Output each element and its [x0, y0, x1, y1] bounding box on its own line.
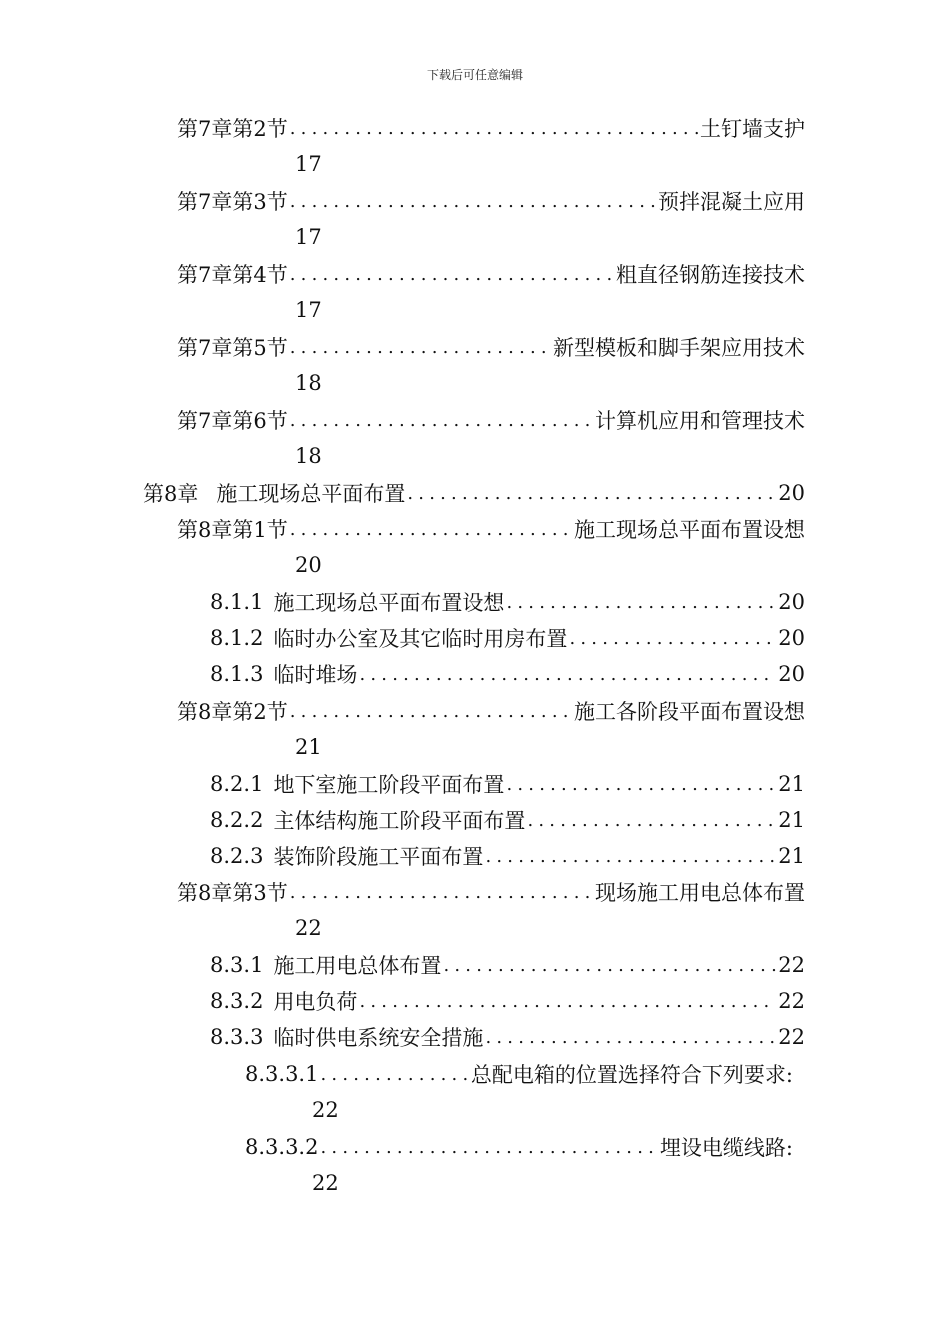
toc-dot-leader: [290, 701, 572, 722]
toc-entry-title: 总配电箱的位置选择符合下列要求:: [470, 1063, 793, 1087]
toc-entry-prefix: 第7章第4节: [177, 263, 288, 287]
toc-entry-section[interactable]: [177, 693, 805, 729]
toc-entry-prefix: 第7章第6节: [177, 409, 288, 433]
toc-entry-page: 21: [778, 808, 805, 832]
toc-dot-leader: [290, 882, 593, 903]
toc-entry-item[interactable]: [245, 1129, 793, 1165]
toc-entry-title: 施工各阶段平面布置设想: [574, 700, 805, 724]
toc-entry-page: 20: [778, 590, 805, 614]
toc-entry-prefix: 8.1.3: [210, 662, 264, 686]
toc-entry-prefix: 8.2.3: [210, 844, 264, 868]
toc-dot-leader: [506, 592, 776, 613]
toc-entry-subsection[interactable]: [210, 620, 805, 656]
toc-dot-leader: [407, 483, 776, 504]
toc-entry-subsection[interactable]: [210, 1019, 805, 1055]
toc-dot-leader: [569, 628, 776, 649]
toc-entry-prefix: 8.3.3.2: [245, 1135, 319, 1159]
toc-entry-title: 埋设电缆线路:: [659, 1136, 793, 1160]
toc-entry-prefix: 第8章第2节: [177, 700, 288, 724]
toc-entry-page: 18: [295, 444, 322, 468]
toc-dot-leader: [485, 1027, 776, 1048]
toc-entry-prefix: 8.2.2: [210, 808, 264, 832]
toc-entry-prefix: 第7章第5节: [177, 336, 288, 360]
toc-entry-prefix: 8.3.2: [210, 989, 264, 1013]
toc-entry-title: 施工现场总平面布置设想: [273, 591, 505, 615]
toc-dot-leader: [290, 118, 698, 139]
toc-entry-page: 18: [295, 371, 322, 395]
toc-entry-page: 22: [778, 953, 805, 977]
toc-entry-title: 装饰阶段施工平面布置: [273, 845, 484, 869]
toc-entry-prefix: 8.3.3: [210, 1025, 264, 1049]
toc-entry-prefix: 第7章第2节: [177, 117, 288, 141]
toc-entry-section[interactable]: [177, 329, 805, 365]
toc-entry-title: 预拌混凝土应用: [658, 190, 805, 214]
toc-entry-section[interactable]: [177, 110, 805, 146]
toc-dot-leader: [290, 191, 656, 212]
toc-dot-leader: [290, 410, 593, 431]
toc-dot-leader: [290, 519, 572, 540]
toc-dot-leader: [506, 774, 776, 795]
toc-entry-subsection[interactable]: [210, 584, 805, 620]
toc-entry-page: 17: [295, 152, 322, 176]
toc-entry-title: 现场施工用电总体布置: [595, 881, 805, 905]
toc-entry-title: 计算机应用和管理技术: [595, 409, 805, 433]
toc-entry-page: 20: [778, 662, 805, 686]
toc-entry-subsection[interactable]: [210, 947, 805, 983]
toc-entry-title: 施工现场总平面布置设想: [574, 518, 805, 542]
toc-entry-page: 22: [312, 1098, 339, 1122]
toc-entry-section[interactable]: [177, 874, 805, 910]
toc-dot-leader: [485, 846, 776, 867]
toc-dot-leader: [359, 664, 776, 685]
toc-entry-page: 17: [295, 225, 322, 249]
toc-entry-title: 主体结构施工阶段平面布置: [273, 809, 526, 833]
toc-entry-prefix: 第8章第3节: [177, 881, 288, 905]
toc-dot-leader: [290, 264, 614, 285]
toc-dot-leader: [320, 1064, 468, 1085]
toc-entry-subsection[interactable]: [210, 656, 805, 692]
toc-entry-prefix: 第8章: [143, 482, 199, 506]
toc-entry-page: 21: [778, 772, 805, 796]
toc-entry-subsection[interactable]: [210, 838, 805, 874]
toc-entry-prefix: 8.2.1: [210, 772, 264, 796]
toc-entry-page: 20: [778, 626, 805, 650]
toc-entry-page: 22: [312, 1171, 339, 1195]
toc-entry-prefix: 8.3.3.1: [245, 1062, 319, 1086]
toc-entry-section[interactable]: [177, 183, 805, 219]
toc-entry-title: 施工用电总体布置: [273, 954, 442, 978]
toc-dot-leader: [443, 955, 776, 976]
toc-entry-title: 地下室施工阶段平面布置: [273, 773, 505, 797]
toc-entry-prefix: 8.3.1: [210, 953, 264, 977]
toc-dot-leader: [359, 991, 776, 1012]
toc-entry-prefix: 8.1.1: [210, 590, 264, 614]
toc-entry-prefix: 第7章第3节: [177, 190, 288, 214]
toc-entry-page: 22: [295, 916, 322, 940]
toc-entry-page: 22: [778, 989, 805, 1013]
toc-dot-leader: [527, 810, 776, 831]
toc-entry-title: 土钉墙支护: [700, 117, 805, 141]
toc-entry-title: 临时办公室及其它临时用房布置: [273, 627, 568, 651]
toc-entry-title: 施工现场总平面布置: [216, 482, 406, 506]
toc-entry-item[interactable]: [245, 1056, 793, 1092]
toc-entry-title: 用电负荷: [273, 990, 358, 1014]
toc-entry-chapter[interactable]: [143, 475, 805, 511]
toc-entry-subsection[interactable]: [210, 766, 805, 802]
toc-entry-page: 20: [295, 553, 322, 577]
toc-entry-section[interactable]: [177, 256, 805, 292]
toc-dot-leader: [290, 337, 551, 358]
toc-entry-page: 21: [295, 735, 322, 759]
toc-dot-leader: [320, 1137, 657, 1158]
toc-entry-page: 17: [295, 298, 322, 322]
toc-entry-title: 新型模板和脚手架应用技术: [553, 336, 805, 360]
toc-entry-title: 粗直径钢筋连接技术: [616, 263, 805, 287]
toc-entry-prefix: 8.1.2: [210, 626, 264, 650]
toc-entry-page: 21: [778, 844, 805, 868]
toc-entry-subsection[interactable]: [210, 802, 805, 838]
toc-entry-title: 临时堆场: [273, 663, 358, 687]
toc-entry-section[interactable]: [177, 402, 805, 438]
toc-entry-page: 22: [778, 1025, 805, 1049]
page-header: 下载后可任意编辑: [426, 68, 523, 82]
toc-entry-section[interactable]: [177, 511, 805, 547]
toc-entry-prefix: 第8章第1节: [177, 518, 288, 542]
toc-entry-subsection[interactable]: [210, 983, 805, 1019]
toc-entry-title: 临时供电系统安全措施: [273, 1026, 484, 1050]
toc-entry-page: 20: [778, 481, 805, 505]
